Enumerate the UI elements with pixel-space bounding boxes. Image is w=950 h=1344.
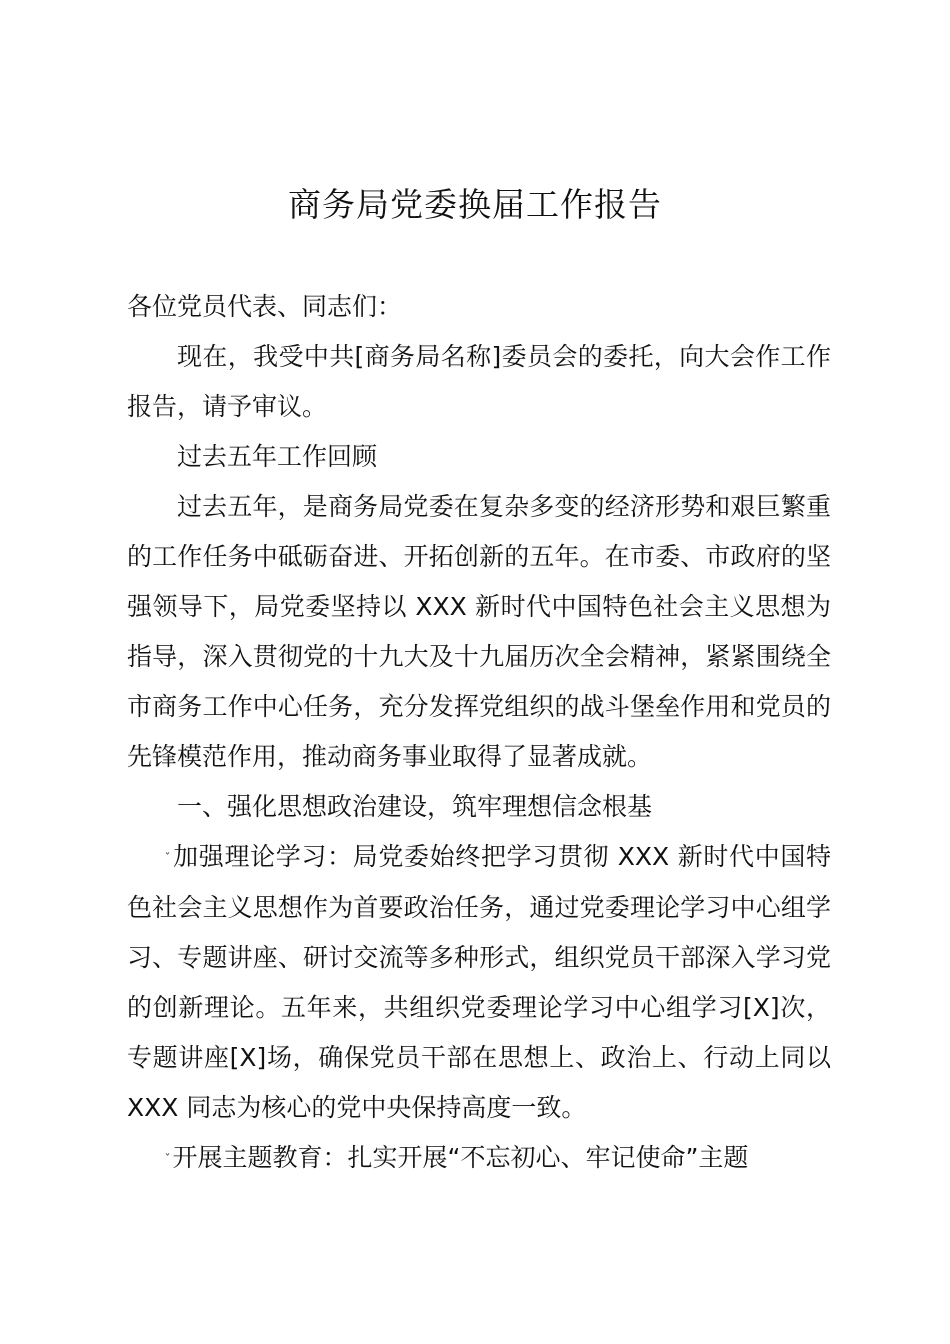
review-paragraph: 过去五年，是商务局党委在复杂多变的经济形势和艰巨繁重的工作任务中砥砺奋进、开拓创新的五年。在市委、市政府的坚强领导下，局党委坚持以 XXX 新时代中国特色社会主义思想为指导，深入贯彻党的十九大及十九届历次全会精神，紧紧围绕全市商务工作中心任务，充分发挥党组织的战斗堡垒作用和党员的先锋模范作用，推动商务事业取得了显著成就。 (127, 492, 831, 771)
list-item-text: 开展主题教育：扎实开展“不忘初心、牢记使命”主题 (172, 1143, 749, 1172)
list-item-theory-study (127, 832, 831, 1133)
bullet-mark-icon: ˇ (164, 851, 172, 865)
bullet-mark-icon: ˇ (164, 1152, 171, 1166)
document-title: 商务局党委换届工作报告 (288, 185, 662, 224)
salutation: 各位党员代表、同志们： (127, 292, 403, 321)
section-heading: 过去五年工作回顾 (177, 442, 378, 471)
subsection-heading: 一、强化思想政治建设，筑牢理想信念根基 (177, 792, 653, 821)
document-body (127, 282, 831, 1184)
list-item-theme-education (127, 1133, 831, 1184)
opening-paragraph: 现在，我受中共[商务局名称]委员会的委托，向大会作工作报告，请予审议。 (127, 342, 831, 421)
list-item-text: 加强理论学习：局党委始终把学习贯彻 XXX 新时代中国特色社会主义思想作为首要政治任务，通过党委理论学习中心组学习、专题讲座、研讨交流等多种形式，组织党员干部深入学习党的创新理论。五年来，共组织党委理论学习中心组学习[X]次，专题讲座[X]场，确保党员干部在思想上、政治上、行动上同以 XXX 同志为核心的党中央保持高度一致。 (127, 842, 832, 1122)
